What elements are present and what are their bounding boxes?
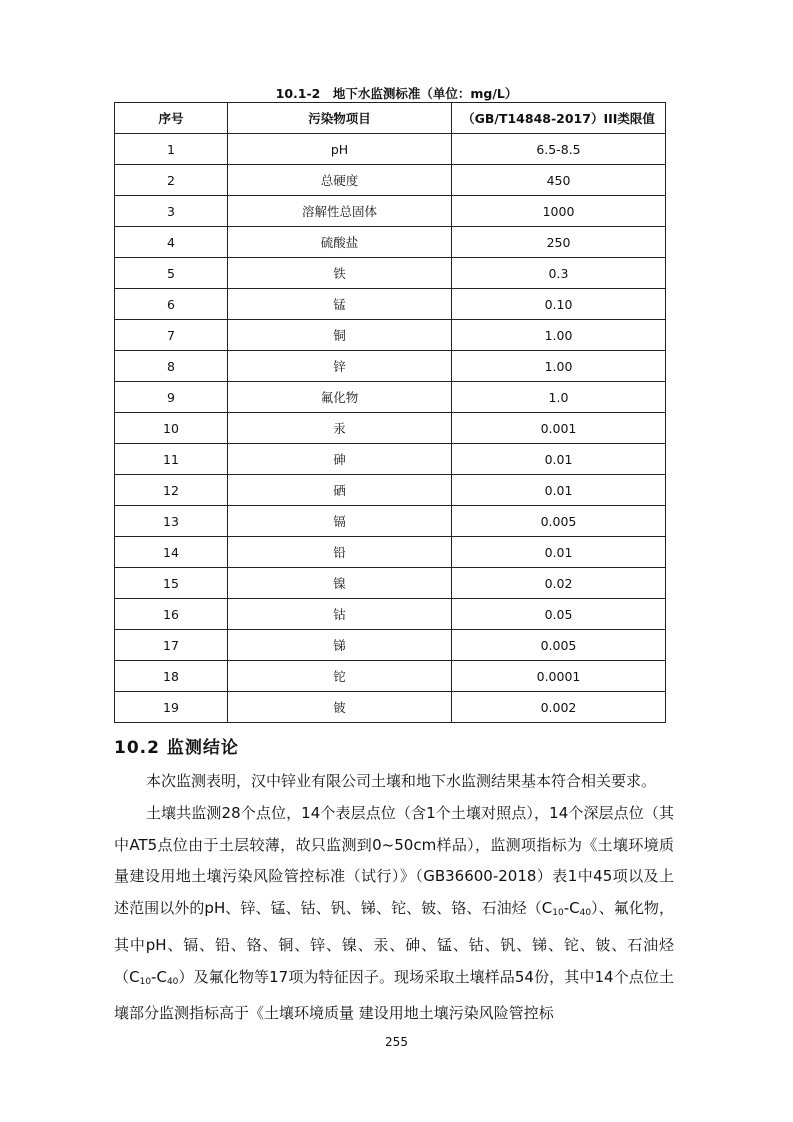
table-row	[115, 413, 666, 444]
paragraph-soil-monitoring	[114, 798, 674, 1030]
cell-pollutant: 总硬度	[228, 165, 452, 196]
table-row	[115, 568, 666, 599]
subscript: 10	[139, 976, 152, 987]
cell-limit: 0.001	[452, 413, 666, 444]
paragraph-text: ）及氟化物等17项为特征因子。现场采取土壤样品54份，其中14个点位土壤部分监测指标高于《土壤环境质量 建设用地土壤污染风险管控标	[114, 967, 675, 1023]
cell-limit: 0.01	[452, 444, 666, 475]
paragraph-summary: 本次监测表明，汉中锌业有限公司土壤和地下水监测结果基本符合相关要求。	[146, 772, 657, 790]
table-row	[115, 599, 666, 630]
cell-pollutant: 锌	[228, 351, 452, 382]
cell-limit: 0.3	[452, 258, 666, 289]
table-row	[115, 661, 666, 692]
subscript: 40	[579, 908, 592, 919]
cell-index: 19	[115, 692, 228, 723]
cell-limit: 0.01	[452, 475, 666, 506]
cell-index: 16	[115, 599, 228, 630]
cell-pollutant: 铜	[228, 320, 452, 351]
cell-pollutant: 铍	[228, 692, 452, 723]
cell-pollutant: 溶解性总固体	[228, 196, 452, 227]
table-row	[115, 320, 666, 351]
cell-pollutant: 镍	[228, 568, 452, 599]
cell-index: 1	[115, 134, 228, 165]
paragraph-text: 土壤共监测28个点位，14个表层点位（含1个土壤对照点），14个深层点位（其中AT5点位由于土层较薄，故只监测到0~50cm样品），监测项指标为《土壤环境质量建设用地土壤污染风险管控标准（试行）》（GB36600-2018）表1中45项以及上述范围以外的pH、锌、锰、钴、钒、锑、铊、铍、铬、石油烃（C	[114, 804, 674, 918]
cell-limit: 1.00	[452, 351, 666, 382]
cell-index: 13	[115, 506, 228, 537]
cell-limit: 0.01	[452, 537, 666, 568]
table-row	[115, 289, 666, 320]
cell-pollutant: 砷	[228, 444, 452, 475]
cell-limit: 0.0001	[452, 661, 666, 692]
table-row	[115, 444, 666, 475]
table-row	[115, 382, 666, 413]
cell-pollutant: 铅	[228, 537, 452, 568]
table-row	[115, 165, 666, 196]
cell-pollutant: 氟化物	[228, 382, 452, 413]
cell-limit: 0.005	[452, 630, 666, 661]
page-number: 255	[385, 1035, 408, 1049]
cell-index: 7	[115, 320, 228, 351]
cell-index: 9	[115, 382, 228, 413]
paragraph-text: -C	[563, 899, 580, 918]
cell-pollutant: 硒	[228, 475, 452, 506]
cell-index: 5	[115, 258, 228, 289]
cell-pollutant: pH	[228, 134, 452, 165]
cell-limit: 0.10	[452, 289, 666, 320]
cell-limit: 1000	[452, 196, 666, 227]
cell-index: 6	[115, 289, 228, 320]
cell-pollutant: 锰	[228, 289, 452, 320]
cell-pollutant: 钴	[228, 599, 452, 630]
groundwater-standard-table	[114, 102, 666, 723]
cell-pollutant: 锑	[228, 630, 452, 661]
cell-index: 12	[115, 475, 228, 506]
cell-pollutant: 铊	[228, 661, 452, 692]
table-row	[115, 227, 666, 258]
header-pollutant: 污染物项目	[228, 103, 452, 134]
section-title: 10.2 监测结论	[114, 738, 239, 758]
table-caption: 10.1-2 地下水监测标准（单位：mg/L）	[275, 86, 518, 101]
cell-index: 14	[115, 537, 228, 568]
table-row	[115, 692, 666, 723]
cell-index: 4	[115, 227, 228, 258]
cell-limit: 6.5-8.5	[452, 134, 666, 165]
table-row	[115, 506, 666, 537]
cell-limit: 0.05	[452, 599, 666, 630]
cell-limit: 0.002	[452, 692, 666, 723]
cell-index: 3	[115, 196, 228, 227]
cell-index: 17	[115, 630, 228, 661]
cell-limit: 450	[452, 165, 666, 196]
cell-limit: 1.00	[452, 320, 666, 351]
table-row	[115, 537, 666, 568]
header-index: 序号	[115, 103, 228, 134]
subscript: 40	[166, 976, 179, 987]
subscript: 10	[552, 908, 564, 919]
cell-index: 8	[115, 351, 228, 382]
cell-limit: 0.02	[452, 568, 666, 599]
cell-pollutant: 铁	[228, 258, 452, 289]
cell-limit: 1.0	[452, 382, 666, 413]
cell-limit: 250	[452, 227, 666, 258]
cell-index: 2	[115, 165, 228, 196]
cell-pollutant: 镉	[228, 506, 452, 537]
cell-pollutant: 硫酸盐	[228, 227, 452, 258]
cell-index: 10	[115, 413, 228, 444]
header-limit: （GB/T14848-2017）III类限值	[452, 103, 666, 134]
table-row	[115, 134, 666, 165]
paragraph-text: ）、氟化物，其中pH、镉、铅、铬、铜、锌、镍、汞、砷、锰、钴、钒、锑、铊、铍、石油烃（C	[114, 899, 674, 986]
table-row	[115, 196, 666, 227]
table-row	[115, 351, 666, 382]
cell-index: 15	[115, 568, 228, 599]
paragraph-text: -C	[151, 967, 167, 986]
cell-index: 11	[115, 444, 228, 475]
cell-limit: 0.005	[452, 506, 666, 537]
cell-index: 18	[115, 661, 228, 692]
table-row	[115, 258, 666, 289]
table-row	[115, 630, 666, 661]
table-row	[115, 475, 666, 506]
table-header-row	[115, 103, 666, 134]
cell-pollutant: 汞	[228, 413, 452, 444]
